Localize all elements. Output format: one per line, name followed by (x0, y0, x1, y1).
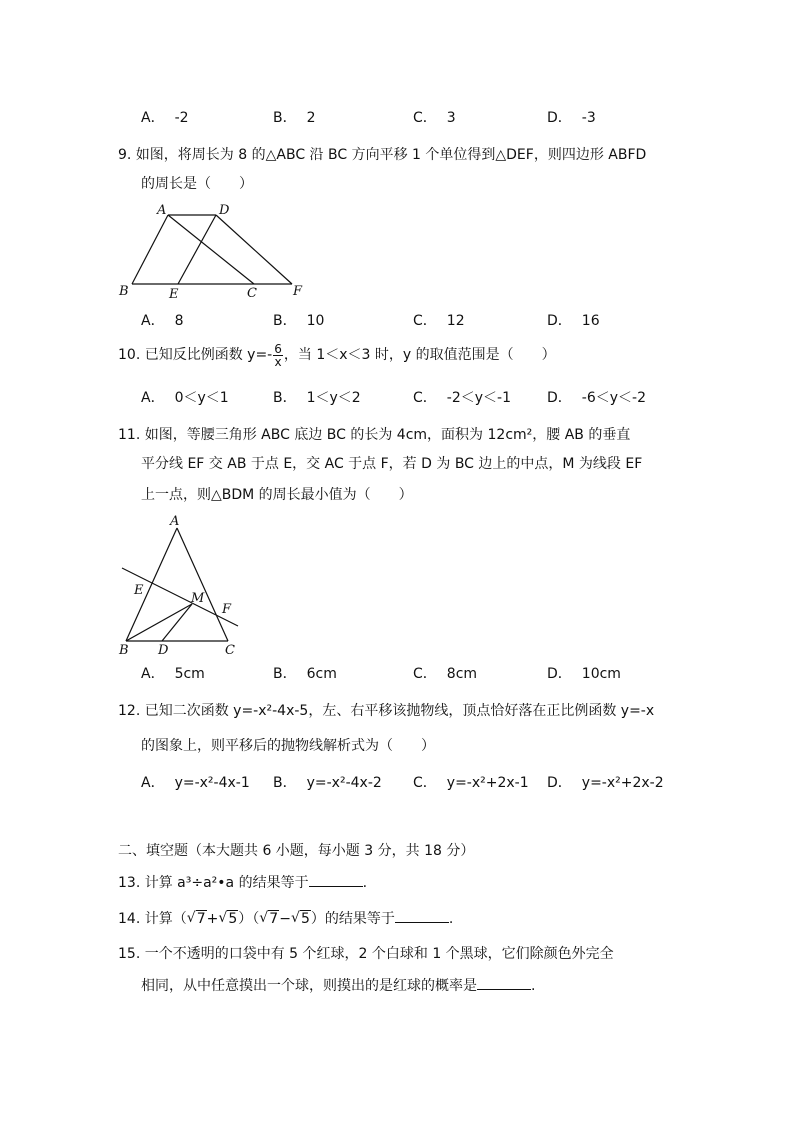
q9-figure (112, 200, 312, 306)
q14-plus: + (206, 911, 219, 927)
q8-option-d: D． -3 (547, 110, 596, 126)
q14-radicand-7a: 7 (196, 911, 206, 927)
q9-label-e: E (169, 287, 179, 302)
q14-radicand-5a: 5 (228, 911, 238, 927)
q10-stem-suffix: ，当 1＜x＜3 时，y 的取值范围是（ ） (283, 347, 556, 363)
q9-option-c: C． 12 (413, 313, 465, 329)
q8-options (141, 108, 701, 128)
q10-stem-prefix: 10. 已知反比例函数 y=- (118, 347, 273, 363)
q10-fraction-denominator: x (274, 354, 282, 369)
q13-answer-blank (309, 872, 363, 887)
q11-label-c: C (225, 643, 235, 658)
q12-options (141, 773, 701, 793)
q9-option-b: B． 10 (273, 313, 325, 329)
q14-mid: ）（ (238, 911, 260, 927)
q14-sqrt-7-b (259, 909, 279, 929)
section2-title: 二、填空题（本大题共 6 小题，每小题 3 分，共 18 分） (118, 843, 475, 859)
q11-options (141, 664, 701, 684)
q9-label-a: A (157, 203, 167, 218)
q8-option-b: B． 2 (273, 110, 316, 126)
q11-label-a: A (170, 514, 180, 529)
q14-radicand-7b: 7 (269, 911, 279, 927)
q11-stem-line3: 上一点，则△BDM 的周长最小值为（ ） (141, 487, 413, 503)
q12-option-d: D． y=-x²+2x-2 (547, 775, 664, 791)
q8-option-a: A． -2 (141, 110, 189, 126)
q9-options (141, 311, 701, 331)
q15-stem-line1: 15. 一个不透明的口袋中有 5 个红球，2 个白球和 1 个黑球，它们除颜色外完全 (118, 946, 614, 962)
q15-stem-line2 (141, 975, 535, 996)
q11-stem-line1: 11. 如图，等腰三角形 ABC 底边 BC 的长为 4cm，面积为 12cm²，腰 AB 的垂直 (118, 427, 631, 443)
q12-option-a: A． y=-x²-4x-1 (141, 775, 250, 791)
q12-stem-line1: 12. 已知二次函数 y=-x²-4x-5，左、右平移该抛物线，顶点恰好落在正比例函数 y=-x (118, 703, 655, 719)
q11-label-d: D (158, 643, 169, 658)
q14-sqrt-5-b (291, 909, 311, 929)
q10-fraction (273, 343, 283, 368)
q15-answer-blank (477, 975, 531, 990)
q15-end: . (531, 978, 536, 994)
q14-minus: − (279, 911, 291, 927)
q14-stem (118, 908, 453, 929)
q14-end: . (448, 911, 454, 927)
q12-option-b: B． y=-x²-4x-2 (273, 775, 382, 791)
q11-option-b: B． 6cm (273, 666, 337, 682)
q12-stem-line2: 的图象上，则平移后的抛物线解析式为（ ） (141, 738, 435, 754)
q13-stem (118, 872, 367, 893)
q9-trapezoid-diagram (112, 200, 312, 302)
q10-stem (118, 340, 556, 370)
q11-option-d: D． 10cm (547, 666, 621, 682)
q9-label-c: C (247, 286, 257, 301)
q10-fraction-numerator: 6 (274, 341, 282, 356)
q10-option-c: C． -2＜y＜-1 (413, 390, 511, 406)
q13-end: . (362, 875, 368, 891)
q11-label-m: M (191, 591, 205, 606)
q9-option-d: D． 16 (547, 313, 600, 329)
q12-option-c: C． y=-x²+2x-1 (413, 775, 529, 791)
q14-radicand-5b: 5 (300, 911, 310, 927)
q9-label-f: F (293, 284, 303, 299)
q11-figure (112, 510, 252, 664)
q11-triangle-diagram (112, 510, 252, 660)
q10-options (141, 388, 701, 408)
q10-option-b: B． 1＜y＜2 (273, 390, 361, 406)
q9-label-d: D (219, 203, 230, 218)
q11-option-c: C． 8cm (413, 666, 478, 682)
q9-option-a: A． 8 (141, 313, 184, 329)
q11-stem-line2: 平分线 EF 交 AB 于点 E，交 AC 于点 F，若 D 为 BC 边上的中点，M 为线段 EF (141, 456, 643, 472)
q11-label-b: B (119, 643, 129, 658)
q14-suffix: ）的结果等于 (310, 911, 395, 927)
q13-text: 13. 计算 a³÷a²•a 的结果等于 (118, 875, 309, 891)
q10-option-d: D． -6＜y＜-2 (547, 390, 646, 406)
q14-answer-blank (395, 908, 449, 923)
q8-option-c: C． 3 (413, 110, 456, 126)
q14-sqrt-7-a (187, 909, 207, 929)
q11-label-e: E (134, 583, 144, 598)
q10-option-a: A． 0＜y＜1 (141, 390, 229, 406)
q9-stem-line1: 9. 如图，将周长为 8 的△ABC 沿 BC 方向平移 1 个单位得到△DEF，则四边形 ABFD (118, 147, 647, 163)
q11-option-a: A． 5cm (141, 666, 205, 682)
q9-label-b: B (119, 284, 129, 299)
q11-label-f: F (222, 602, 232, 617)
q14-prefix: 14. 计算（ (118, 911, 187, 927)
q9-stem-line2: 的周长是（ ） (141, 176, 253, 192)
q14-sqrt-5-a (218, 909, 238, 929)
q15-line2-text: 相同，从中任意摸出一个球，则摸出的是红球的概率是 (141, 978, 477, 994)
